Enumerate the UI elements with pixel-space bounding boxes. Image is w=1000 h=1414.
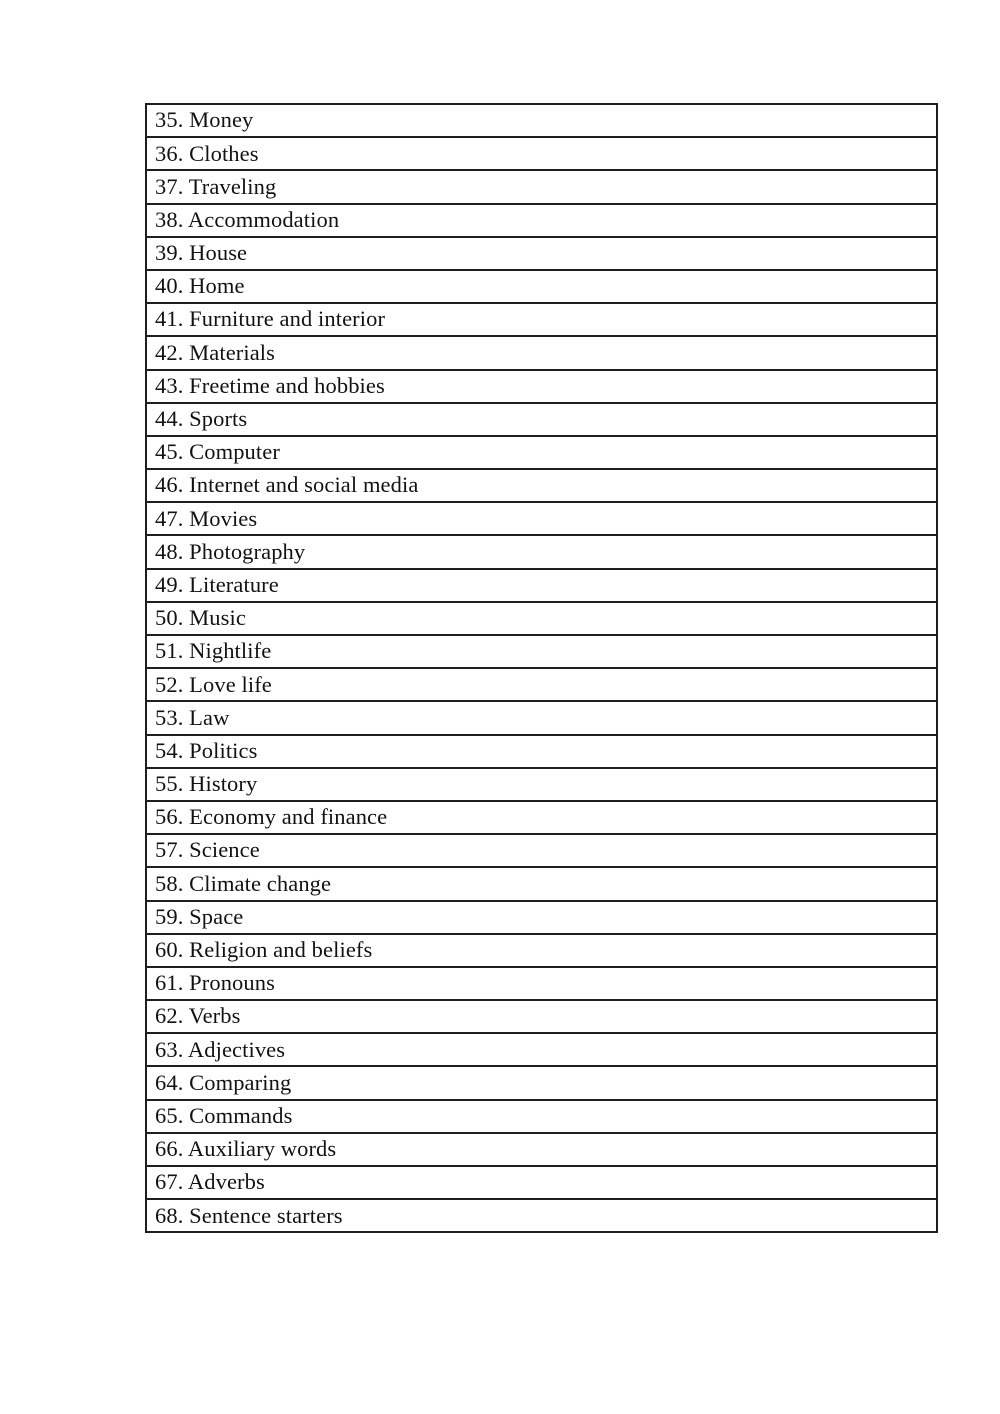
table-row: [146, 834, 937, 867]
table-row: [146, 735, 937, 768]
table-row: [146, 668, 937, 701]
table-row: [146, 1166, 937, 1199]
chapter-entry-label: 35. Money: [146, 104, 937, 137]
table-row: [146, 701, 937, 734]
table-row: [146, 170, 937, 203]
chapter-entry-label: 59. Space: [146, 901, 937, 934]
table-row: [146, 934, 937, 967]
table-row: [146, 1100, 937, 1133]
table-row: [146, 535, 937, 568]
table-row: [146, 270, 937, 303]
chapter-entry-label: 45. Computer: [146, 436, 937, 469]
table-row: [146, 867, 937, 900]
chapter-entry-label: 47. Movies: [146, 502, 937, 535]
table-row: [146, 137, 937, 170]
chapter-entry-label: 48. Photography: [146, 535, 937, 568]
table-row: [146, 469, 937, 502]
table-row: [146, 901, 937, 934]
chapter-entry-label: 53. Law: [146, 701, 937, 734]
chapter-entry-label: 52. Love life: [146, 668, 937, 701]
table-row: [146, 967, 937, 1000]
table-row: [146, 1000, 937, 1033]
chapter-entry-label: 43. Freetime and hobbies: [146, 370, 937, 403]
chapter-entry-label: 68. Sentence starters: [146, 1199, 937, 1232]
chapter-entry-label: 54. Politics: [146, 735, 937, 768]
chapter-entry-label: 39. House: [146, 237, 937, 270]
chapter-entry-label: 49. Literature: [146, 569, 937, 602]
table-row: [146, 1033, 937, 1066]
table-row: [146, 1066, 937, 1099]
chapter-entry-label: 37. Traveling: [146, 170, 937, 203]
table-row: [146, 768, 937, 801]
chapter-entry-label: 41. Furniture and interior: [146, 303, 937, 336]
chapter-entry-label: 36. Clothes: [146, 137, 937, 170]
table-row: [146, 635, 937, 668]
table-row: [146, 1199, 937, 1232]
chapter-entry-label: 62. Verbs: [146, 1000, 937, 1033]
chapter-entry-label: 61. Pronouns: [146, 967, 937, 1000]
chapter-entry-label: 60. Religion and beliefs: [146, 934, 937, 967]
table-row: [146, 569, 937, 602]
chapter-entry-label: 63. Adjectives: [146, 1033, 937, 1066]
chapter-entry-label: 38. Accommodation: [146, 204, 937, 237]
chapter-entry-label: 46. Internet and social media: [146, 469, 937, 502]
contents-table: [145, 103, 938, 1233]
table-row: [146, 336, 937, 369]
table-row: [146, 370, 937, 403]
chapter-entry-label: 66. Auxiliary words: [146, 1133, 937, 1166]
table-row: [146, 602, 937, 635]
chapter-entry-label: 64. Comparing: [146, 1066, 937, 1099]
table-row: [146, 237, 937, 270]
table-row: [146, 1133, 937, 1166]
chapter-entry-label: 44. Sports: [146, 403, 937, 436]
table-row: [146, 403, 937, 436]
chapter-entry-label: 42. Materials: [146, 336, 937, 369]
table-row: [146, 436, 937, 469]
chapter-entry-label: 50. Music: [146, 602, 937, 635]
table-row: [146, 104, 937, 137]
chapter-entry-label: 55. History: [146, 768, 937, 801]
chapter-entry-label: 58. Climate change: [146, 867, 937, 900]
chapter-entry-label: 67. Adverbs: [146, 1166, 937, 1199]
table-row: [146, 801, 937, 834]
table-row: [146, 303, 937, 336]
chapter-entry-label: 57. Science: [146, 834, 937, 867]
chapter-entry-label: 40. Home: [146, 270, 937, 303]
chapter-entry-label: 51. Nightlife: [146, 635, 937, 668]
chapter-entry-label: 56. Economy and finance: [146, 801, 937, 834]
table-row: [146, 204, 937, 237]
table-row: [146, 502, 937, 535]
chapter-entry-label: 65. Commands: [146, 1100, 937, 1133]
contents-table-body: [146, 104, 937, 1232]
